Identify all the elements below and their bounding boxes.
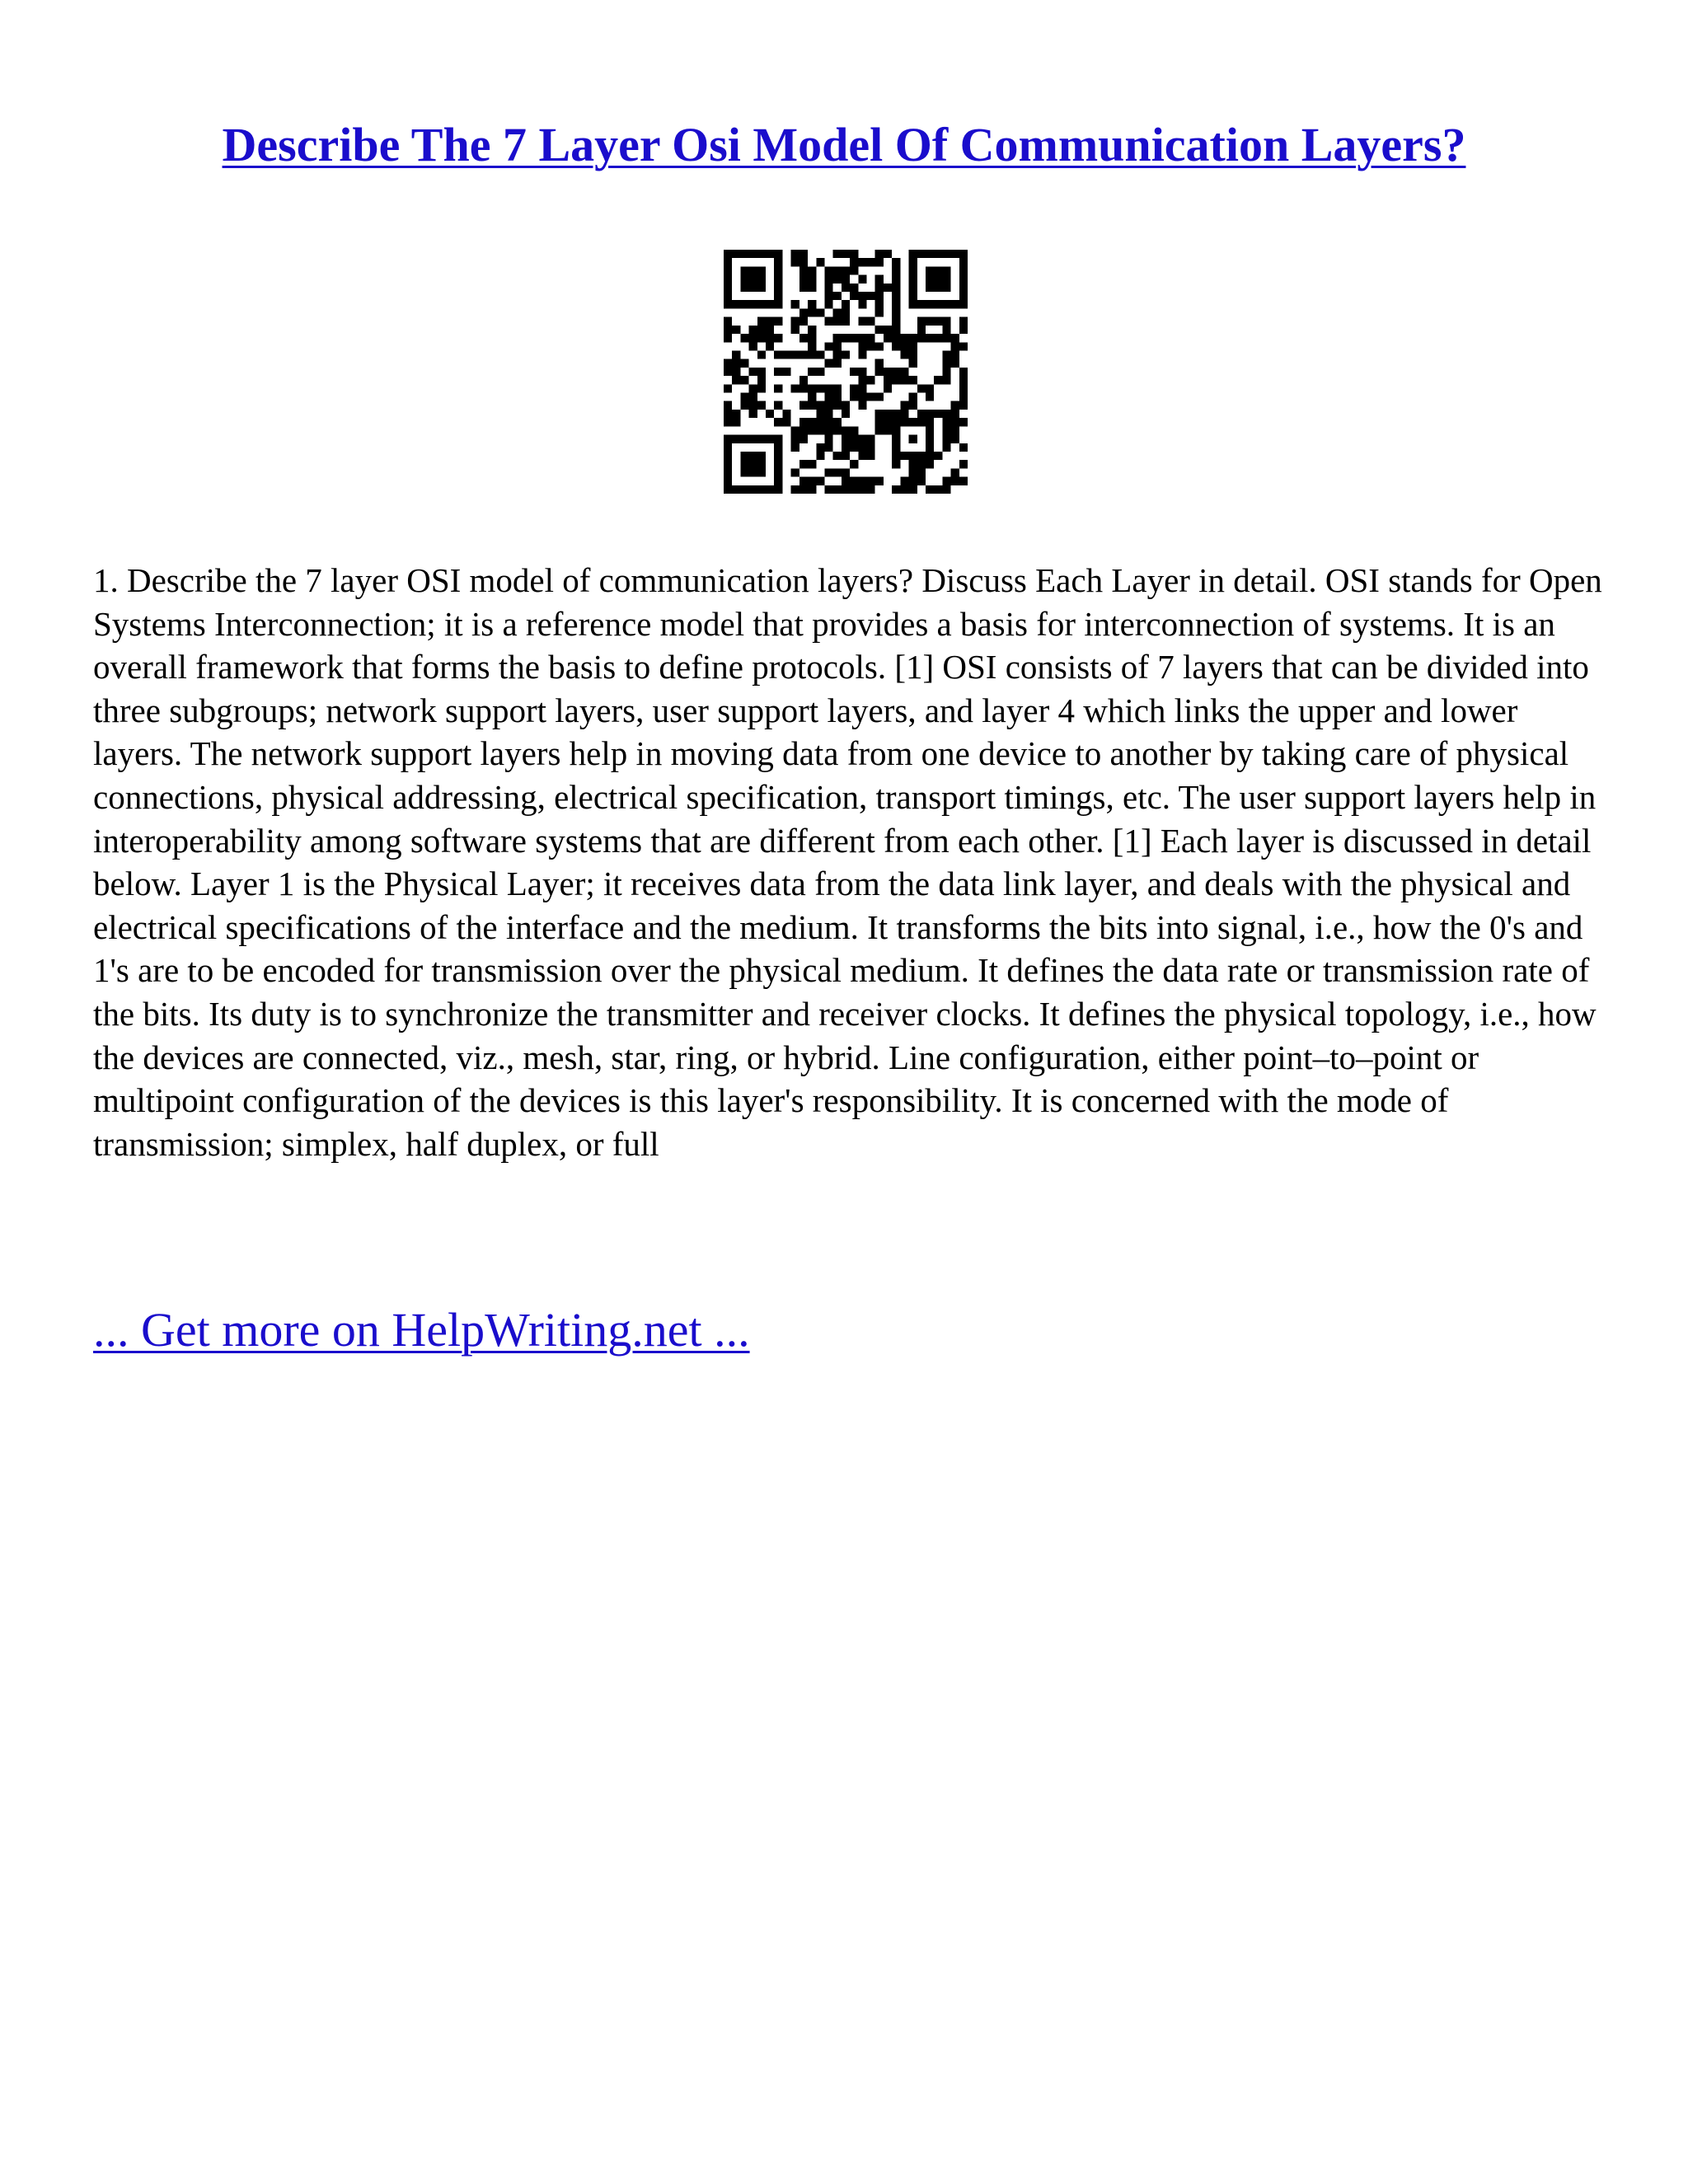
body-paragraph: 1. Describe the 7 layer OSI model of communication layers? Discuss Each Layer in detail. OSI stands for Open Systems Interconnection; it is a reference model that provides a basis for interconnection of systems. It is an overall framework that forms the basis to define protocols. [1] OSI consists of 7 layers that can be divided into three subgroups; network support layers, user support layers, and layer 4 which links the upper and lower layers. The network support layers help in moving data from one device to another by taking care of physical connections, physical addressing, electrical specification, transport timings, etc. The user support layers help in interoperability among software systems that are different from each other. [1] Each layer is discussed in detail below. Layer 1 is the Physical Layer; it receives data from the data link layer, and deals with the physical and electrical specifications of the interface and the medium. It transforms the bits into signal, i.e., how the 0's and 1's are to be encoded for transmission over the physical medium. It defines the data rate or transmission rate of the bits. Its duty is to synchronize the transmitter and receiver clocks. It defines the physical topology, i.e., how the devices are connected, viz., mesh, star, ring, or hybrid. Line configuration, either point–to–point or multipoint configuration of the devices is this layer's responsibility. It is concerned with the mode of transmission; simplex, half duplex, or full: [93, 561, 1602, 1163]
title-link[interactable]: Describe The 7 Layer Osi Model Of Communication Layers?: [222, 118, 1466, 171]
qr-code-graphic: [724, 250, 968, 494]
page-title: [0, 112, 1688, 178]
get-more-link[interactable]: ... Get more on HelpWriting.net ...: [93, 1303, 750, 1357]
qr-code-icon: [724, 250, 968, 494]
more-link-container: [93, 1297, 750, 1363]
